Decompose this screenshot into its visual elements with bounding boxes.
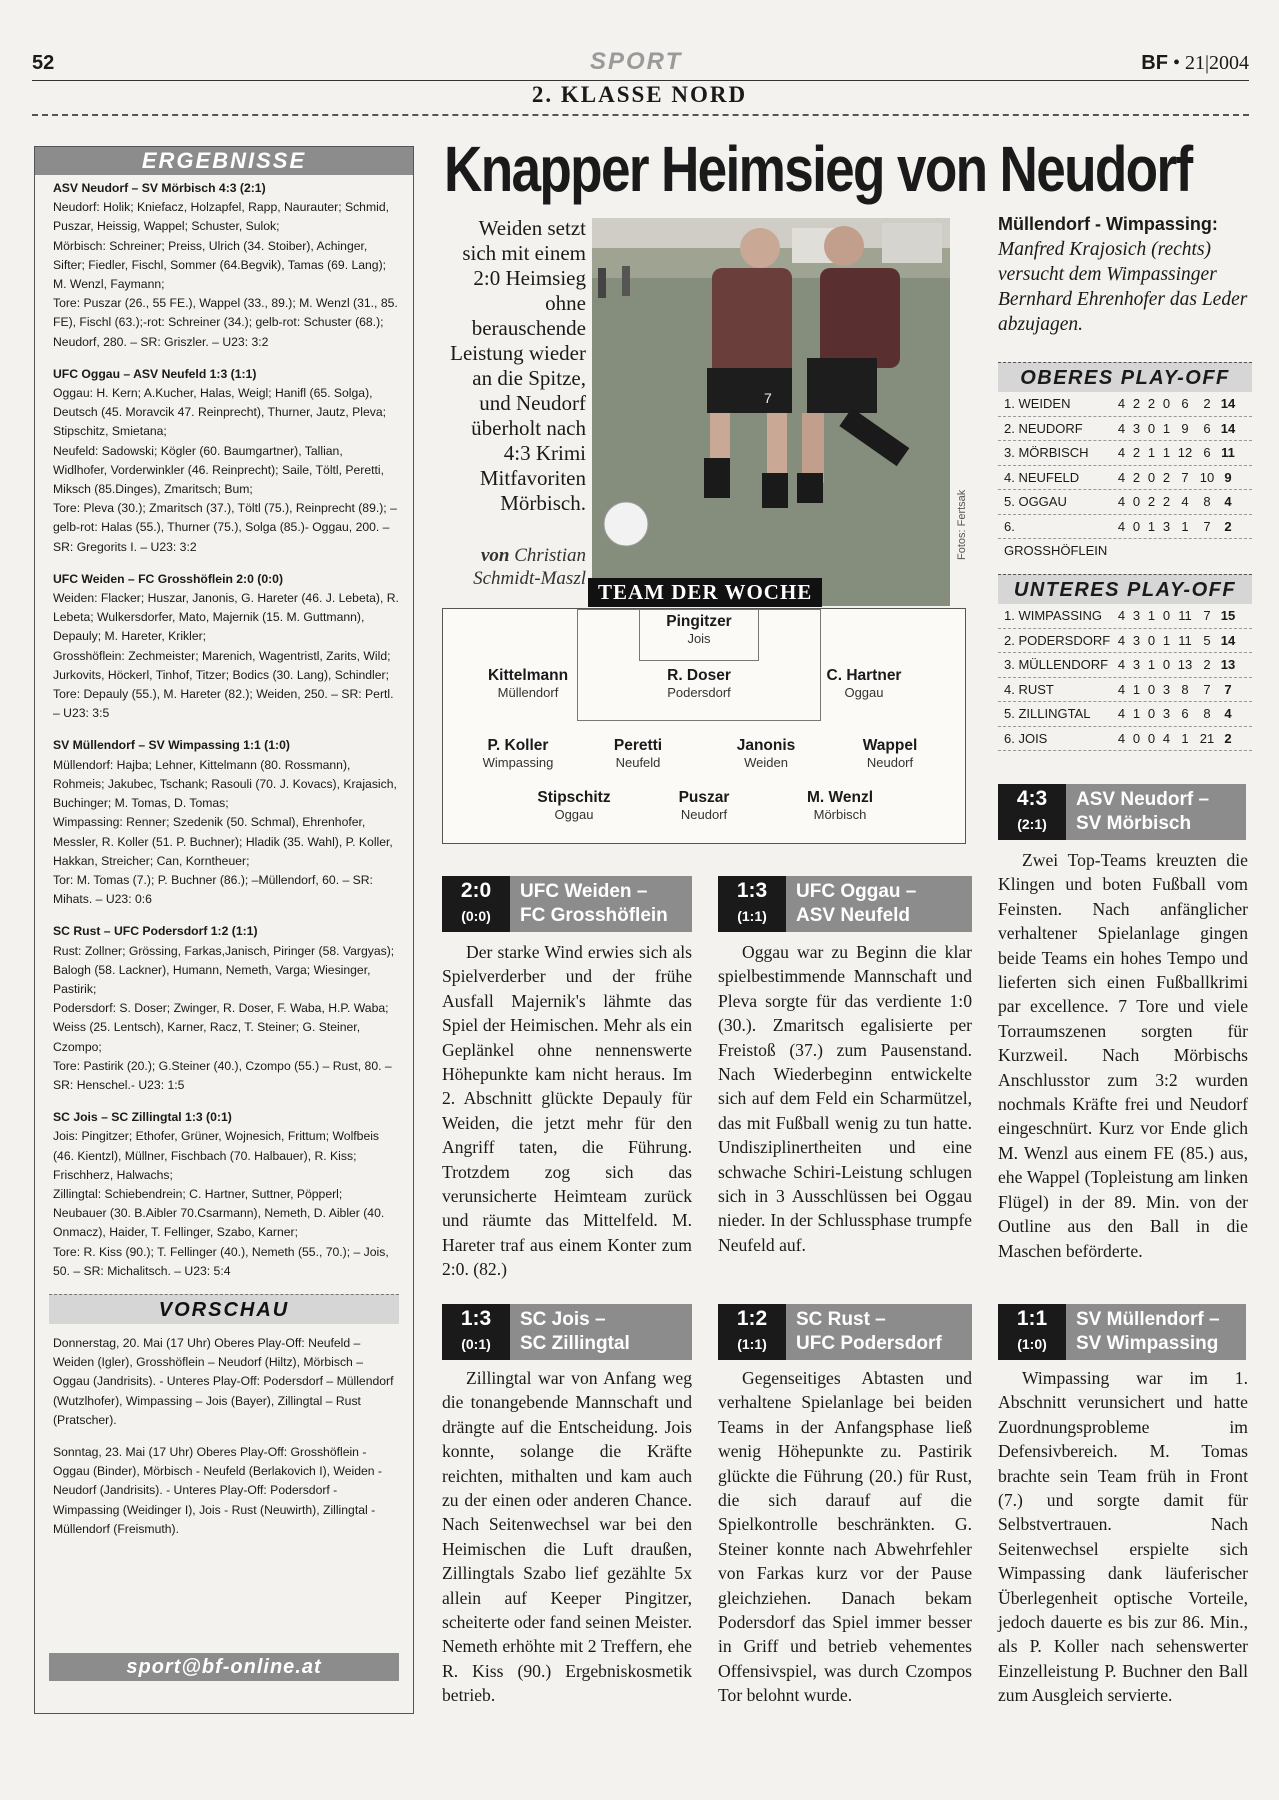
stat-cell: 1 — [1181, 730, 1189, 746]
report-teams — [786, 876, 972, 932]
stat-cell: 3 — [1132, 632, 1141, 648]
report-score — [442, 876, 510, 932]
stat-cell: 0 — [1132, 518, 1141, 534]
stat-cell: 7 — [1203, 681, 1211, 697]
player-card — [789, 667, 939, 700]
result-lineup: Oggau: H. Kern; A.Kucher, Halas, Weigl; Hanifl (65. Solga), Deutsch (45. Moravcik 47. Reinprecht), Thurner, Jautz, Pleva; Stipschitz, Smietana; — [53, 386, 387, 439]
stat-cell: 1 — [1147, 657, 1156, 672]
stat-cell: 0 — [1162, 657, 1171, 672]
team-name: 4. NEUFELD — [1004, 469, 1080, 485]
player-club: Neudorf — [866, 755, 914, 770]
stat-cell: 1 — [1147, 445, 1156, 460]
team-name: 5. ZILLINGTAL — [1004, 706, 1091, 721]
stat-cell: 0 — [1162, 396, 1171, 411]
stat-cell: 13 — [1177, 657, 1193, 672]
result-lineup: Rust: Zollner; Grössing, Farkas,Janisch, Piringer (58. Vargyas); Balogh (58. Lackner), Humann, Nemeth, Varga; Wiesinger, Pastirik; — [53, 943, 395, 996]
match-report-text — [718, 940, 972, 1257]
stat-cell: 1 — [1162, 445, 1171, 460]
stat-cell: 1 — [1162, 420, 1171, 436]
result-goals: Tore: Depauly (55.), M. Hareter (82.); Weiden, 250. – SR: Pertl. – U23: 3:5 — [53, 687, 394, 721]
player-name: Pingitzer — [666, 613, 732, 630]
report-paragraph: Der starke Wind erwies sich als Spielverderber und der frühe Ausfall Majernik's lähmte das Spiel der Heimischen. Mehr als ein Geplänkel ohne nennenswerte Höhepunkte kam nicht heraus. Im 2. Abschnitt glückte Depauly für Weiden, die jetzt mehr für den Angriff taten, die Führung. Trotzdem zog sich das verunsicherte Heimteam zurück und räumte das Mittelfeld. M. Hareter traf aus einem Konter zum 2:0. (82.) — [442, 942, 692, 1280]
stat-cell: 3 — [1162, 681, 1171, 697]
table-row — [998, 466, 1252, 491]
player-club: Neudorf — [680, 807, 728, 822]
table-row — [998, 392, 1252, 417]
match-report-header — [442, 876, 692, 932]
player-name: M. Wenzl — [806, 789, 874, 806]
player-card — [815, 737, 965, 770]
preview-list — [35, 1330, 413, 1539]
stat-cell: 6 — [1203, 420, 1211, 436]
caption-text: Manfred Krajosich (rechts) versucht dem Wimpassinger Bernhard Ehrenhofer das Leder abzujagen. — [998, 239, 1248, 335]
stat-cell: 0 — [1132, 494, 1141, 509]
final-score: 4:3 — [1016, 787, 1048, 810]
player-card — [453, 667, 603, 700]
match-photo — [592, 218, 950, 606]
stat-cell: 4 — [1117, 494, 1126, 509]
result-match-title: SC Rust – UFC Podersdorf 1:2 (1:1) — [53, 924, 258, 939]
table-row — [998, 515, 1252, 558]
stat-cell: 1 — [1147, 608, 1156, 623]
team-name: 1. WIMPASSING — [1004, 608, 1102, 623]
stat-cell: 6 — [1181, 706, 1189, 721]
result-match-title: SC Jois – SC Zillingtal 1:3 (0:1) — [53, 1110, 232, 1125]
stat-cell: 0 — [1147, 420, 1156, 436]
points-cell: 2 — [1224, 730, 1232, 746]
report-teams — [1066, 1304, 1246, 1360]
player-club: Müllendorf — [497, 685, 559, 700]
player-club: Jois — [687, 631, 711, 646]
points-cell: 14 — [1220, 396, 1236, 411]
points-cell: 11 — [1221, 445, 1235, 460]
result-goals: Tore: Puszar (26., 55 FE.), Wappel (33., 89.); M. Wenzl (31., 85. FE), Fischl (63.);-rot: Schreiner (34.); gelb-rot: Schuster (68.); Neudorf, 280. – SR: Griszler. – U23: 3:2 — [53, 296, 398, 349]
stat-cell: 2 — [1147, 494, 1156, 509]
report-teams — [510, 1304, 692, 1360]
match-report-text — [718, 1366, 972, 1708]
result-block — [53, 179, 399, 352]
report-score — [718, 1304, 786, 1360]
header-dashed-divider — [32, 114, 1249, 116]
stat-cell: 2 — [1162, 494, 1171, 509]
points-cell: 7 — [1224, 681, 1232, 697]
team-line: SV Mörbisch — [1076, 813, 1192, 834]
points-cell: 2 — [1224, 518, 1232, 534]
stat-cell: 8 — [1203, 706, 1211, 721]
final-score: 2:0 — [460, 879, 492, 902]
stat-cell: 2 — [1132, 469, 1141, 485]
result-lineup: Müllendorf: Hajba; Lehner, Kittelmann (80. Rossmann), Rohmeis; Jakubec, Tschank; Rasouli (70. J. Kovacs), Krajasich, Buchinger; M. Tomas, D. Tomas; — [53, 757, 397, 811]
player-name: Peretti — [613, 737, 663, 754]
halftime-score: (1:1) — [737, 908, 767, 924]
stat-cell: 6 — [1181, 396, 1189, 411]
stat-cell: 2 — [1162, 469, 1171, 485]
result-lineup: Wimpassing: Renner; Szedenik (50. Schmal), Ehrenhofer, Messler, R. Koller (51. P. Buchner); Hladik (35. Wahl), P. Koller, Hakkan, Streicher; Can, Korntheuer; — [53, 815, 393, 868]
byline-author: Christian Schmidt-Maszl — [473, 545, 586, 589]
report-teams — [786, 1304, 972, 1360]
player-name: Kittelmann — [487, 667, 569, 684]
final-score: 1:3 — [736, 879, 768, 902]
preview-header: VORSCHAU — [49, 1294, 399, 1324]
player-name: Stipschitz — [537, 789, 611, 806]
stat-cell: 9 — [1181, 420, 1189, 436]
match-report-header — [998, 784, 1246, 840]
table-row — [998, 490, 1252, 515]
team-name: 3. MÖRBISCH — [1004, 445, 1089, 460]
article-lead: Weiden setzt sich mit einem 2:0 Heimsieg ohne berauschende Leistung wieder an die Spitze, und Neudorf überholt nach 4:3 Krimi Mitfavoriten Mörbisch. — [450, 216, 586, 515]
player-card — [624, 667, 774, 700]
stat-cell: 12 — [1177, 445, 1193, 460]
results-list — [35, 175, 413, 1281]
stat-cell: 4 — [1117, 420, 1126, 436]
stat-cell: 4 — [1162, 730, 1171, 746]
stat-cell: 1 — [1132, 681, 1141, 697]
match-report-text — [442, 940, 692, 1282]
points-cell: 4 — [1224, 494, 1232, 509]
match-report-text — [998, 1366, 1248, 1708]
results-column — [34, 146, 414, 1714]
match-report-header — [718, 1304, 972, 1360]
result-block — [53, 1108, 399, 1281]
stat-cell: 4 — [1117, 657, 1126, 672]
report-teams — [510, 876, 692, 932]
stat-cell: 0 — [1162, 608, 1171, 623]
stat-cell: 2 — [1132, 396, 1141, 411]
result-lineup: Mörbisch: Schreiner; Preiss, Ulrich (34. Stoiber), Achinger, Sifter; Fiedler, Fischl, Sommer (64.Begvik), Tamas (69. Lang); M. Wenzl, Faymann; — [53, 238, 387, 292]
stat-cell: 3 — [1132, 608, 1141, 623]
result-block — [53, 922, 399, 1095]
final-score: 1:2 — [736, 1307, 768, 1330]
table-row — [998, 441, 1252, 466]
report-teams — [1066, 784, 1246, 840]
player-name: Wappel — [862, 737, 918, 754]
table-row — [998, 727, 1252, 752]
points-cell: 4 — [1224, 706, 1232, 721]
report-paragraph: Gegenseitiges Abtasten und verhaltene Spielanlage bei beiden Teams in der Anfangsphase ließ wenig Höhepunkte zu. Pastirik glückte die Führung (20.) für Rust, die sich darauf auf die Spielkontrolle beschränkten. G. Steiner konnte nach Abwehrfehler von Farkas kurz vor der Pause gleichziehen. Danach bekam Podersdorf das Spiel immer besser in Griff und betrieb vehementes Offensivspiel, was durch Czompos Tor belohnt wurde. — [718, 1368, 972, 1706]
report-paragraph: Zwei Top-Teams kreuzten die Klingen und boten Fußball vom Feinsten. Nach anfänglicher verhaltener Spielanlage gingen beide Teams ein hohes Tempo und lieferten sich einen Fußballkrimi par excellence. 7 Tore und viele Torraumszenen sorgten für Kurzweil. Nach Mörbischs Anschlusstor zum 3:2 wurden nochmals Kräfte frei und Neudorf eingeschnürt. Kurz vor Ende glich M. Wenzl aus einem FE (85.) aus, ehe Wappel (Topleistung am linken Flügel) in der 89. Min. von der Outline aus den Ball in die Maschen beförderte. — [998, 850, 1248, 1261]
team-line: UFC Podersdorf — [796, 1333, 942, 1354]
player-name: P. Koller — [487, 737, 549, 754]
player-club: Neufeld — [615, 755, 661, 770]
result-lineup: Jois: Pingitzer; Ethofer, Grüner, Wojnesich, Frittum; Wolfbeis (46. Kientzl), Müllner, Fischbach (70. Halbauer), R. Kiss; Frischherz, Halwachs; — [53, 1129, 380, 1182]
stat-cell: 0 — [1147, 632, 1156, 648]
match-report-text — [442, 1366, 692, 1708]
stat-cell: 2 — [1147, 396, 1156, 411]
team-name: 2. PODERSDORF — [1004, 632, 1111, 648]
match-report-header — [998, 1304, 1246, 1360]
stat-cell: 4 — [1117, 730, 1126, 746]
match-report-text — [998, 848, 1248, 1263]
byline-prefix: von — [480, 545, 510, 566]
halftime-score: (1:0) — [1017, 1336, 1047, 1352]
stat-cell: 7 — [1203, 518, 1211, 534]
table-row — [998, 678, 1252, 703]
points-cell: 15 — [1220, 608, 1236, 623]
result-block — [53, 365, 399, 557]
preview-item: Donnerstag, 20. Mai (17 Uhr) Oberes Play-Off: Neufeld –Weiden (Igler), Grosshöflein – Neudorf (Hiltz), Mörbisch – Oggau (Jandrisits). - Unteres Play-Off: Podersdorf – Müllendorf (Wutzlhofer), Wimpassing – Jois (Bayer), Zillingtal – Rust (Pratscher). — [53, 1335, 394, 1427]
match-report-header — [442, 1304, 692, 1360]
match-report-header — [718, 876, 972, 932]
result-match-title: SV Müllendorf – SV Wimpassing 1:1 (1:0) — [53, 738, 290, 753]
stat-cell: 4 — [1117, 681, 1126, 697]
points-cell: 13 — [1220, 657, 1236, 672]
section-title: SPORT — [590, 48, 683, 75]
stat-cell: 0 — [1147, 706, 1156, 721]
team-line: FC Grosshöflein — [520, 905, 668, 926]
issue-number: 21|2004 — [1184, 52, 1249, 74]
result-match-title: UFC Oggau – ASV Neufeld 1:3 (1:1) — [53, 366, 257, 381]
stat-cell: 7 — [1181, 469, 1189, 485]
stat-cell: 1 — [1132, 706, 1141, 721]
stat-cell: 4 — [1117, 518, 1126, 534]
result-lineup: Grosshöflein: Zechmeister; Marenich, Wagentristl, Zarits, Wild; Jurkovits, Höckerl, Tinhof, Titzer; Bodics (30. Lang), Schindler; — [53, 648, 391, 682]
stat-cell: 6 — [1203, 445, 1211, 460]
result-match-title: UFC Weiden – FC Grosshöflein 2:0 (0:0) — [53, 571, 284, 586]
stat-cell: 2 — [1203, 396, 1211, 411]
player-card — [624, 613, 774, 646]
player-club: Podersdorf — [667, 685, 731, 700]
stat-cell: 7 — [1203, 608, 1211, 623]
team-name: 3. MÜLLENDORF — [1004, 657, 1109, 672]
table-row — [998, 629, 1252, 654]
team-line: SC Jois – — [520, 1309, 606, 1330]
table-row — [998, 604, 1252, 629]
report-score — [998, 1304, 1066, 1360]
result-goals: Tore: Pleva (30.); Zmaritsch (37.), Töltl (75.), Reinprecht (89.); – gelb-rot: Halas (55.), Thurner (75.), Solga (85.)- Oggau, 200. – SR: Gregorits I. – U23: 3:2 — [53, 501, 397, 554]
result-lineup: Zillingtal: Schiebendrein; C. Hartner, Suttner, Pöpperl; Neubauer (30. B.Aibler 70.Csarmann), Nemeth, D. Aibler (40. Onmacz), Haider, T. Fellinger, Szabo, Karner; — [53, 1186, 385, 1240]
report-score — [998, 784, 1066, 840]
stat-cell: 2 — [1203, 657, 1211, 672]
upper-playoff-title: OBERES PLAY-OFF — [998, 362, 1252, 392]
stat-cell: 3 — [1162, 706, 1171, 721]
team-line: ASV Neudorf – — [1076, 789, 1210, 810]
contact-email[interactable]: sport@bf-online.at — [49, 1653, 399, 1681]
player-name: Janonis — [736, 737, 796, 754]
stat-cell: 21 — [1199, 730, 1215, 746]
player-club: Oggau — [844, 685, 884, 700]
report-score — [718, 876, 786, 932]
stat-cell: 4 — [1117, 706, 1126, 721]
caption-match: Müllendorf - Wimpassing: — [998, 214, 1218, 234]
team-line: UFC Weiden – — [520, 881, 648, 902]
team-line: ASV Neufeld — [796, 905, 911, 926]
stat-cell: 11 — [1178, 608, 1192, 623]
stat-cell: 4 — [1181, 494, 1189, 509]
football-players-illustration — [592, 218, 950, 606]
article-byline — [440, 544, 586, 590]
stat-cell: 4 — [1117, 445, 1126, 460]
upper-playoff-table — [998, 362, 1252, 558]
photo-caption — [998, 212, 1253, 337]
result-lineup: Weiden: Flacker; Huszar, Janonis, G. Hareter (46. J. Lebeta), R. Lebeta; Wulkersdorfer, Mato, Majernik (15. M. Guttmann), Depauly; M. Hareter, Krikler; — [53, 591, 399, 644]
player-name: R. Doser — [667, 667, 731, 684]
stat-cell: 4 — [1117, 608, 1126, 623]
page-number: 52 — [32, 52, 55, 74]
player-card — [499, 789, 649, 822]
points-cell: 14 — [1220, 420, 1236, 436]
stat-cell: 1 — [1181, 518, 1189, 534]
team-name: 4. RUST — [1004, 681, 1054, 697]
final-score: 1:3 — [460, 1307, 492, 1330]
team-name: 6. JOIS — [1004, 730, 1048, 746]
report-paragraph: Wimpassing war im 1. Abschnitt verunsichert und hatte Zuordnungsprobleme im Defensivbereich. M. Tomas brachte sein Team früh in Front (7.) und sorgte damit für Selbstvertrauen. Nach Seitenwechsel erspielte sich Wimpassing dank läuferischer Überlegenheit optische Vorteile, jedoch dauerte es bis zur 86. Min., als P. Koller nach sehenswerter Einzelleistung P. Buchner den Ball zum Ausgleich servierte. — [998, 1368, 1248, 1706]
points-cell: 9 — [1224, 469, 1232, 485]
points-cell: 14 — [1220, 632, 1236, 648]
halftime-score: (1:1) — [737, 1336, 767, 1352]
lower-playoff-table — [998, 574, 1252, 751]
issue-brand: BF — [1141, 52, 1168, 74]
stat-cell: 0 — [1132, 730, 1141, 746]
stat-cell: 8 — [1181, 681, 1189, 697]
result-block — [53, 570, 399, 724]
stat-cell: 0 — [1147, 469, 1156, 485]
shirt-number: 7 — [764, 390, 772, 406]
stat-cell: 3 — [1132, 657, 1141, 672]
halftime-score: (0:0) — [461, 908, 491, 924]
stat-cell: 2 — [1132, 445, 1141, 460]
player-club: Weiden — [744, 755, 788, 770]
stat-cell: 4 — [1117, 469, 1126, 485]
stat-cell: 10 — [1199, 469, 1215, 485]
result-block — [53, 736, 399, 909]
final-score: 1:1 — [1016, 1307, 1048, 1330]
result-match-title: ASV Neudorf – SV Mörbisch 4:3 (2:1) — [53, 181, 266, 195]
team-line: SC Zillingtal — [520, 1333, 630, 1354]
preview-item: Sonntag, 23. Mai (17 Uhr) Oberes Play-Off: Grosshöflein - Oggau (Binder), Mörbisch - Neufeld (Berlakovich I), Weiden - Neudorf (Jandrisits). - Unteres Play-Off: Podersdorf - Wimpassing (Weidinger I), Jois - Rust (Neuwirth), Zillingtal - Müllendorf (Freismuth). — [53, 1444, 382, 1536]
team-line: UFC Oggau – — [796, 881, 917, 902]
stat-cell: 3 — [1162, 518, 1171, 534]
result-goals: Tore: R. Kiss (90.); T. Fellinger (40.), Nemeth (55., 70.); – Jois, 50. – SR: Michalitsch. – U23: 5:4 — [53, 1244, 389, 1278]
stat-cell: 1 — [1147, 518, 1156, 534]
subsection-title: 2. KLASSE NORD — [531, 82, 748, 107]
player-club: Mörbisch — [813, 807, 867, 822]
result-lineup: Podersdorf: S. Doser; Zwinger, R. Doser, F. Waba, H.P. Waba; Weiss (25. Lentsch), Karner, Racz, T. Steiner; G. Steiner, Czompo; — [53, 1001, 389, 1054]
issue-label — [1141, 52, 1249, 75]
stat-cell: 0 — [1147, 730, 1156, 746]
report-paragraph: Zillingtal war von Anfang weg die tonangebende Mannschaft und drängte auf die Entscheidung. Jois konnte, solange die Kräfte reichten, mithalten und kam auch zu der einen oder anderen Chance. Nach Seitenwechsel war bei den Heimischen die Luft draußen, Zillingtals Szabo lief gezählte 5x allein auf Keeper Pingitzer, scheiterte oder fand seinen Meister. Nemeth erhöhte mit 2 Treffern, ehe R. Kiss (90.) Ergebniskosmetik betrieb. — [442, 1368, 692, 1706]
lower-playoff-title: UNTERES PLAY-OFF — [998, 574, 1252, 604]
result-goals: Tore: Pastirik (20.); G.Steiner (40.), Czompo (55.) – Rust, 80. – SR: Henschel.- U23: 1:5 — [53, 1058, 392, 1092]
team-name: 2. NEUDORF — [1004, 420, 1083, 436]
issue-separator: • — [1172, 52, 1180, 74]
stat-cell: 1 — [1162, 632, 1171, 648]
result-lineup: Neudorf: Holik; Kniefacz, Holzapfel, Rapp, Naurauter; Schmid, Puszar, Heissig, Wappel; Schuster, Sulok; — [53, 200, 389, 234]
team-name: 1. WEIDEN — [1004, 396, 1071, 411]
header-rule — [32, 80, 1249, 81]
player-club: Wimpassing — [482, 755, 554, 770]
result-goals: Tor: M. Tomas (7.); P. Buchner (86.); –Müllendorf, 60. – SR: Mihats. – U23: 0:6 — [53, 872, 373, 907]
stat-cell: 4 — [1117, 632, 1126, 648]
table-row — [998, 653, 1252, 678]
halftime-score: (0:1) — [461, 1336, 491, 1352]
stat-cell: 0 — [1147, 681, 1156, 697]
player-name: Puszar — [678, 789, 730, 806]
report-paragraph: Oggau war zu Beginn die klar spielbestimmende Mannschaft und Pleva sorgte für das verdiente 1:0 (30.). Zmaritsch egalisierte per Freistoß (37.) zum Pausenstand. Nach Wiederbeginn entwickelte sich auf dem Feld ein Scharmützel, das mit Fußball wenig zu tun hatte. Undisziplinertheiten und eine schwache Schiri-Leistung schlugen sich in 3 Ausschlüssen bei Oggau nieder. In der Schlussphase trumpfe Neufeld auf. — [718, 942, 972, 1255]
halftime-score: (2:1) — [1017, 816, 1047, 832]
team-line: SV Müllendorf – — [1076, 1309, 1220, 1330]
player-name: C. Hartner — [826, 667, 902, 684]
team-of-the-week — [442, 608, 966, 844]
result-lineup: Neufeld: Sadowski; Kögler (60. Baumgartner), Tallian, Widlhofer, Vorderwinkler (46. Reinprecht); Saile, Töltl, Peretti, Miksch (85.Dinges), Zmaritsch; Bum; — [53, 443, 385, 497]
stat-cell: 8 — [1203, 494, 1211, 509]
results-header: ERGEBNISSE — [35, 147, 413, 175]
stat-cell: 11 — [1178, 632, 1192, 648]
team-line: SV Wimpassing — [1076, 1333, 1219, 1354]
team-line: SC Rust – — [796, 1309, 886, 1330]
team-name: 5. OGGAU — [1004, 494, 1067, 509]
team-name: 6. GROSSHÖFLEIN — [1004, 518, 1108, 558]
table-row — [998, 702, 1252, 727]
article-headline: Knapper Heimsieg von Neudorf — [444, 133, 1192, 205]
stat-cell: 3 — [1132, 420, 1141, 436]
player-card — [765, 789, 915, 822]
team-of-the-week-title: TEAM DER WOCHE — [588, 578, 822, 607]
player-club: Oggau — [554, 807, 594, 822]
photo-credit: Fotos: Fertsak — [956, 489, 968, 560]
stat-cell: 4 — [1117, 396, 1126, 411]
table-row — [998, 417, 1252, 442]
player-card — [629, 789, 779, 822]
stat-cell: 5 — [1203, 632, 1211, 648]
report-score — [442, 1304, 510, 1360]
